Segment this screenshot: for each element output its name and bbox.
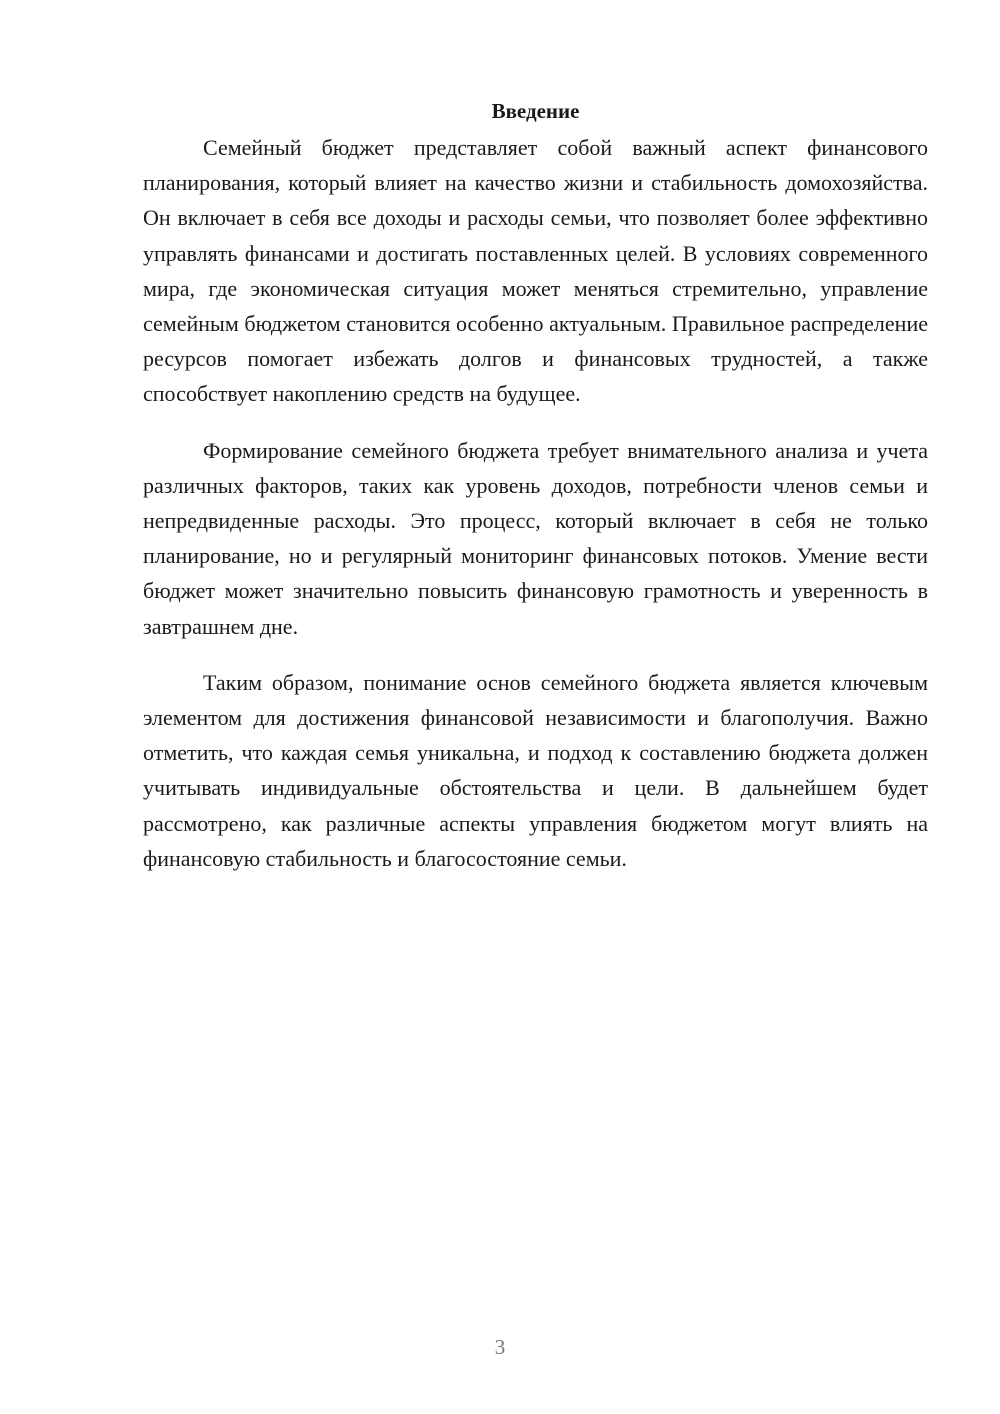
page-number: 3 bbox=[494, 1335, 506, 1359]
page-content bbox=[143, 96, 928, 897]
paragraph-1: Семейный бюджет представляет собой важный аспект финансового планирования, который влияет на качество жизни и стабильность домохозяйства. Он включает в себя все доходы и расходы семьи, что позволяет более эффективно управлять финансами и достигать поставленных целей. В условиях современного мира, где экономическая ситуация может меняться стремительно, управление семейным бюджетом становится особенно актуальным. Правильное распределение ресурсов помогает избежать долгов и финансовых трудностей, а также способствует накоплению средств на будущее. bbox=[143, 135, 928, 407]
section-title: Введение bbox=[491, 99, 580, 123]
paragraph-3: Таким образом, понимание основ семейного бюджета является ключевым элементом для достижения финансовой независимости и благополучия. Важно отметить, что каждая семья уникальна, и подход к составлению бюджета должен учитывать индивидуальные обстоятельства и цели. В дальнейшем будет рассмотрено, как различные аспекты управления бюджетом могут влиять на финансовую стабильность и благосостояние семьи. bbox=[143, 669, 928, 871]
paragraph-2: Формирование семейного бюджета требует внимательного анализа и учета различных факторов, таких как уровень доходов, потребности членов семьи и непредвиденные расходы. Это процесс, который включает в себя не только планирование, но и регулярный мониторинг финансовых потоков. Умение вести бюджет может значительно повысить финансовую грамотность и уверенность в завтрашнем дне. bbox=[143, 437, 928, 639]
